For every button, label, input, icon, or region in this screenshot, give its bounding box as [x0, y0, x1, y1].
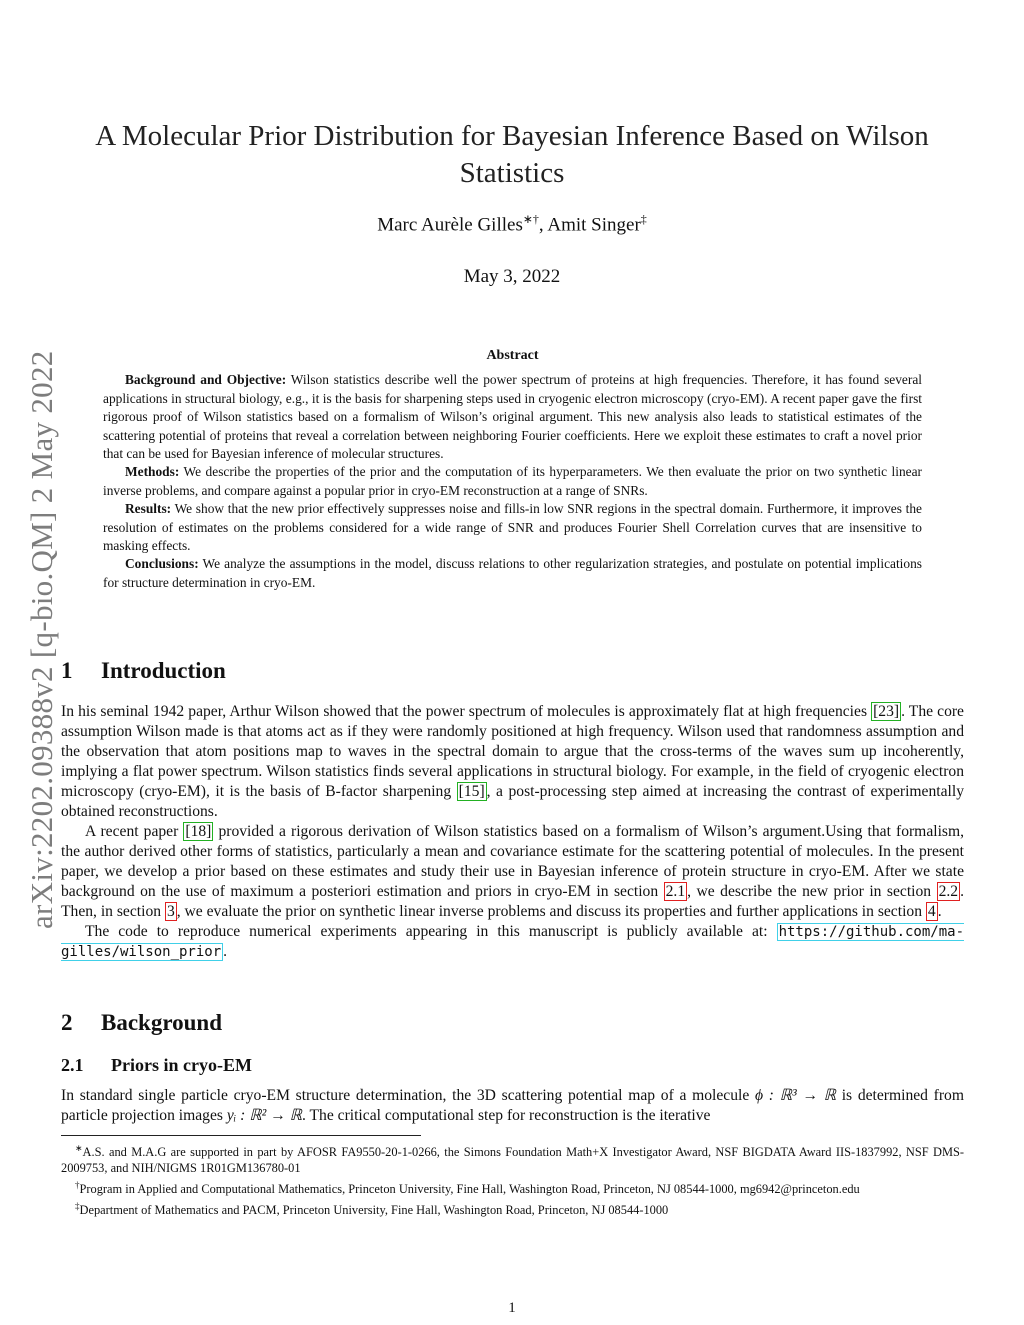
author-footnote-marks[interactable]: ∗† — [522, 212, 539, 226]
abstract-label: Results: — [125, 501, 172, 517]
body-text: In standard single particle cryo-EM structure determination, the 3D scattering potential map of a molecule — [61, 1087, 755, 1104]
body-text: provided a rigorous derivation of Wilson statistics based on a formalism of Wilson’s argument.Using that formalism, the author derived other forms of statistics, particularly a mean and covariance estimate for the scattering potential of molecules. In the present paper, we develop a prior based on these estimates and study their use in Bayesian inference of protein structure in cryo-EM. After we state background on the use of maximum a posteriori estimation and priors in cryo-EM in section — [61, 823, 964, 900]
page-number: 1 — [508, 1300, 516, 1316]
footnote-text: Department of Mathematics and PACM, Princeton University, Fine Hall, Washington Road, Princeton, NJ 08544-1000 — [79, 1203, 669, 1218]
body-text: The code to reproduce numerical experiments appearing in this manuscript is publicly available at: — [85, 923, 777, 940]
abstract-label: Methods: — [125, 464, 180, 480]
body-text: , a post-processing step aimed at increasing the contrast of experimentally obtained reconstructions. — [61, 783, 964, 820]
author-name: Amit Singer — [547, 214, 641, 236]
footnote — [61, 1198, 964, 1218]
body-text: , we describe the new prior in section — [687, 883, 937, 900]
body-text: is determined from particle projection images — [61, 1087, 964, 1124]
section-heading-background — [61, 1010, 222, 1036]
citation-link[interactable]: [18] — [185, 823, 212, 840]
abstract-conclusions-paragraph — [103, 555, 922, 592]
subsection-number: 2.1 — [61, 1055, 84, 1075]
section-heading-introduction — [61, 658, 226, 684]
body-text: . — [223, 943, 228, 960]
body-text: A recent paper — [85, 823, 184, 840]
abstract-block — [103, 347, 922, 592]
subsection-heading-priors — [61, 1055, 252, 1076]
body-paragraph — [61, 702, 964, 822]
arxiv-identifier-stamp: arXiv:2202.09388v2 [q-bio.QM] 2 May 2022 — [24, 350, 59, 930]
abstract-text: We describe the properties of the prior and the computation of its hyperparameters. We then evaluate the prior on two synthetic linear inverse problems, and compare against a popular prior in cryo-EM reconstruction at a range of SNRs. — [103, 464, 922, 498]
body-text: . Then, in section — [61, 883, 964, 920]
footnote — [61, 1140, 964, 1176]
body-text: . — [937, 903, 942, 920]
math-expression: ϕ : ℝ³ → ℝ — [754, 1087, 837, 1104]
author-footnote-marks[interactable]: ‡ — [640, 212, 647, 226]
body-text: In his seminal 1942 paper, Arthur Wilson showed that the power spectrum of molecules is approximately flat at high frequencies — [61, 703, 872, 720]
body-text: . The critical computational step for reconstruction is the iterative — [302, 1107, 711, 1124]
abstract-heading: Abstract — [486, 348, 539, 363]
abstract-background-paragraph — [103, 371, 922, 463]
footnote — [61, 1177, 964, 1197]
footnote-divider — [61, 1135, 421, 1136]
abstract-text: We analyze the assumptions in the model, discuss relations to other regularization strategies, and postulate on potential implications for structure determination in cryo-EM. — [103, 556, 922, 590]
body-paragraph — [61, 1086, 964, 1126]
footnote-mark: ‡ — [75, 1201, 80, 1212]
section-ref-link[interactable]: 2.2 — [938, 883, 959, 900]
body-paragraph — [61, 822, 964, 922]
math-expression: yᵢ : ℝ² → ℝ — [226, 1107, 302, 1124]
footnote-text: A.S. and M.A.G are supported in part by AFOSR FA9550-20-1-0266, the Simons Foundation Math+X Investigator Award, NSF BIGDATA Award IIS-1837992, NSF DMS-2009753, and NIH/NIGMS 1R01GM136780-01 — [61, 1145, 964, 1176]
body-text: . The core assumption Wilson made is that atoms act as if they were randomly positioned at high frequency. Wilson used that randomness assumption and the observation that atom positions map to waves in the spectral domain to argue that the cross-terms of the waves sum up incoherently, implying a flat power spectrum. Wilson statistics finds several applications in structural biology. For example, in the field of cryogenic electron microscopy (cryo-EM), it is the basis of B-factor sharpening — [61, 703, 964, 800]
citation-link[interactable]: [23] — [873, 703, 900, 720]
abstract-text: We show that the new prior effectively suppresses noise and fills-in low SNR regions in the spectral domain. Furthermore, it improves the resolution of estimates on the problems considered for a wide range of SNR and produces Fourier Shell Correlation curves that are insensitive to masking effects. — [103, 501, 922, 554]
section-ref-link[interactable]: 4 — [927, 903, 936, 920]
github-url-link[interactable]: https://github.com/ma-gilles/wilson_prior — [61, 924, 964, 960]
footnote-text: Program in Applied and Computational Mathematics, Princeton University, Fine Hall, Washington Road, Princeton, NJ 08544-1000, mg6942@princeton.edu — [79, 1182, 860, 1197]
footnote-mark: † — [75, 1180, 80, 1191]
section-number: 1 — [61, 658, 73, 683]
citation-link[interactable]: [15] — [458, 783, 485, 800]
abstract-methods-paragraph — [103, 463, 922, 500]
author-name: Marc Aurèle Gilles — [377, 214, 523, 236]
footnotes-block — [61, 1140, 964, 1219]
footnote-mark: ∗ — [75, 1143, 83, 1153]
author-separator: , — [538, 214, 548, 236]
publication-date: May 3, 2022 — [463, 266, 561, 287]
section-title: Background — [101, 1010, 223, 1035]
author-line — [90, 212, 934, 236]
section-number: 2 — [61, 1010, 73, 1035]
section-ref-link[interactable]: 2.1 — [665, 883, 686, 900]
introduction-body — [61, 702, 964, 962]
section-ref-link[interactable]: 3 — [166, 903, 175, 920]
background-body — [61, 1086, 964, 1126]
body-text: , we evaluate the prior on synthetic linear inverse problems and discuss its properties and further applications in section — [176, 903, 926, 920]
body-paragraph — [61, 922, 964, 962]
section-title: Introduction — [101, 658, 226, 683]
abstract-text: Wilson statistics describe well the power spectrum of proteins at high frequencies. Therefore, it has found several applications in structural biology, e.g., it is the basis for sharpening steps used in cryogenic electron microscopy (cryo-EM). A recent paper gave the first rigorous proof of Wilson statistics based on a formalism of Wilson’s original argument. This new analysis also leads to statistical estimates of the scattering potential of proteins that reveal a correlation between neighboring Fourier coefficients. Here we exploit these estimates to craft a novel prior that can be used for Bayesian inference of molecular structures. — [103, 372, 922, 462]
abstract-results-paragraph — [103, 500, 922, 555]
abstract-label: Conclusions: — [125, 556, 199, 572]
abstract-label: Background and Objective: — [125, 372, 287, 388]
paper-title: A Molecular Prior Distribution for Bayesian Inference Based on Wilson Statistics — [95, 120, 929, 189]
subsection-title: Priors in cryo-EM — [111, 1055, 252, 1075]
